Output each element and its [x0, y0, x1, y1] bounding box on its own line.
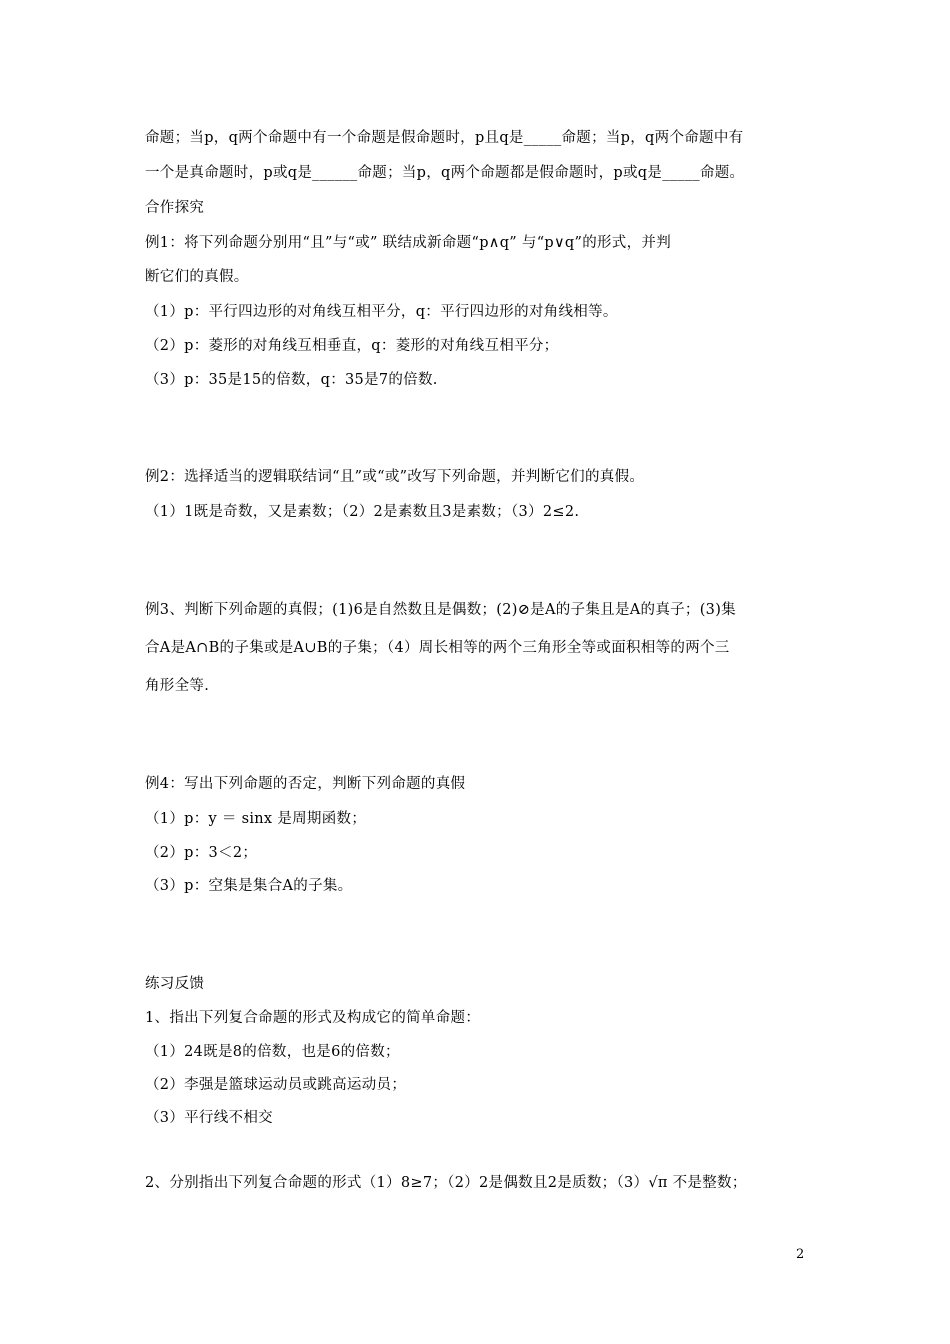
section-heading: 练习反馈 — [145, 976, 205, 992]
text-line: 例2：选择适当的逻辑联结词“且”或“或”改写下列命题，并判断它们的真假。 — [145, 469, 645, 485]
text-line: （3）p：空集是集合A的子集。 — [145, 878, 353, 894]
text-line: （3）平行线不相交 — [145, 1110, 273, 1126]
text-line: 例4：写出下列命题的否定，判断下列命题的真假 — [145, 776, 466, 792]
text-line: 合A是A∩B的子集或是A∪B的子集；（4）周长相等的两个三角形全等或面积相等的两个三 — [145, 640, 730, 656]
text-line: （1）p：y ＝ sinx 是周期函数； — [145, 811, 367, 827]
text-line: （1）1既是奇数，又是素数；（2）2是素数且3是素数；（3）2≤2. — [145, 504, 580, 520]
text-line: （2）p：菱形的对角线互相垂直，q：菱形的对角线互相平分； — [145, 338, 559, 354]
text-line: 例3、判断下列命题的真假；(1)6是自然数且是偶数；(2)⊘是A的子集且是A的真子；(3)集 — [145, 602, 736, 618]
text-line: （2）p：3＜2； — [145, 845, 258, 861]
text-line: （2）李强是篮球运动员或跳高运动员； — [145, 1077, 407, 1093]
page-number: 2 — [796, 1247, 805, 1262]
text-line: 例1：将下列命题分别用“且”与“或” 联结成新命题“p∧q” 与“p∨q”的形式，并判 — [145, 235, 671, 251]
text-line: （1）24既是8的倍数，也是6的倍数； — [145, 1044, 400, 1060]
text-line: 角形全等. — [145, 678, 210, 694]
text-line: （1）p：平行四边形的对角线互相平分，q：平行四边形的对角线相等。 — [145, 304, 618, 320]
text-line: 一个是真命题时，p或q是______命题；当p，q两个命题都是假命题时，p或q是_____命题。 — [145, 165, 745, 181]
text-line: （3）p：35是15的倍数，q：35是7的倍数. — [145, 372, 438, 388]
text-line: 断它们的真假。 — [145, 269, 249, 285]
text-line: 2、分别指出下列复合命题的形式（1）8≥7；（2）2是偶数且2是质数；（3）√π 不是整数； — [145, 1175, 747, 1191]
section-heading: 合作探究 — [145, 200, 205, 216]
text-line: 命题；当p，q两个命题中有一个命题是假命题时，p且q是_____命题；当p，q两个命题中有 — [145, 130, 744, 146]
text-line: 1、指出下列复合命题的形式及构成它的简单命题： — [145, 1010, 481, 1026]
